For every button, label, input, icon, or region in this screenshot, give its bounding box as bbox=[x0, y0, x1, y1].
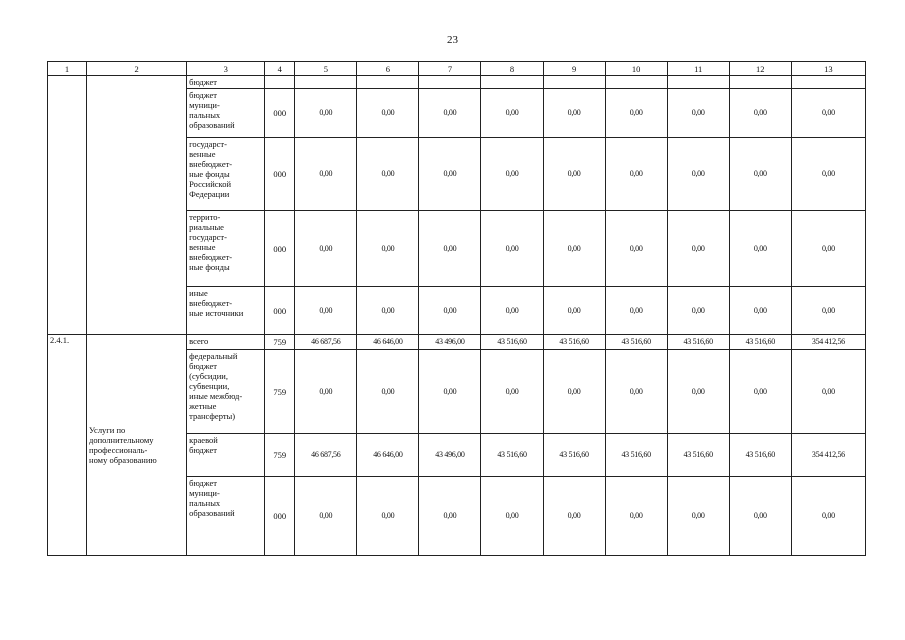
amount-cell: 0,00 bbox=[667, 89, 729, 138]
budget-code: 000 bbox=[265, 211, 295, 287]
amount-cell: 46 687,56 bbox=[295, 335, 357, 350]
amount-cell: 0,00 bbox=[791, 350, 865, 434]
amount-cell bbox=[481, 76, 543, 89]
amount-cell: 43 496,00 bbox=[419, 335, 481, 350]
column-header: 10 bbox=[605, 62, 667, 76]
amount-cell: 0,00 bbox=[295, 211, 357, 287]
budget-code: 759 bbox=[265, 434, 295, 477]
item-code: 2.4.1. bbox=[48, 335, 87, 556]
amount-cell: 0,00 bbox=[419, 287, 481, 335]
amount-cell bbox=[419, 76, 481, 89]
column-header: 11 bbox=[667, 62, 729, 76]
amount-cell bbox=[729, 76, 791, 89]
amount-cell: 0,00 bbox=[729, 350, 791, 434]
budget-code: 000 bbox=[265, 89, 295, 138]
amount-cell: 43 516,60 bbox=[543, 335, 605, 350]
budget-code: 759 bbox=[265, 335, 295, 350]
amount-cell: 0,00 bbox=[667, 477, 729, 556]
amount-cell: 0,00 bbox=[357, 477, 419, 556]
amount-cell bbox=[357, 76, 419, 89]
amount-cell: 46 687,56 bbox=[295, 434, 357, 477]
amount-cell: 0,00 bbox=[605, 287, 667, 335]
table-row bbox=[48, 76, 866, 89]
amount-cell: 0,00 bbox=[791, 477, 865, 556]
amount-cell: 0,00 bbox=[419, 350, 481, 434]
column-header: 9 bbox=[543, 62, 605, 76]
amount-cell: 0,00 bbox=[543, 350, 605, 434]
amount-cell: 0,00 bbox=[357, 211, 419, 287]
amount-cell: 0,00 bbox=[667, 287, 729, 335]
amount-cell: 43 516,60 bbox=[605, 335, 667, 350]
amount-cell: 46 646,00 bbox=[357, 434, 419, 477]
amount-cell: 0,00 bbox=[481, 138, 543, 211]
amount-cell: 0,00 bbox=[481, 350, 543, 434]
amount-cell: 0,00 bbox=[791, 89, 865, 138]
item-name: Услуги по дополнительному профессиональ- ному образованию bbox=[87, 335, 187, 556]
funding-source: иные внебюджет- ные источники bbox=[187, 287, 265, 335]
amount-cell: 0,00 bbox=[295, 287, 357, 335]
column-header: 1 bbox=[48, 62, 87, 76]
amount-cell: 0,00 bbox=[481, 287, 543, 335]
amount-cell: 0,00 bbox=[791, 287, 865, 335]
amount-cell: 0,00 bbox=[543, 211, 605, 287]
amount-cell: 354 412,56 bbox=[791, 335, 865, 350]
amount-cell: 0,00 bbox=[357, 138, 419, 211]
column-header: 6 bbox=[357, 62, 419, 76]
amount-cell: 0,00 bbox=[667, 138, 729, 211]
amount-cell: 0,00 bbox=[605, 350, 667, 434]
amount-cell: 0,00 bbox=[667, 211, 729, 287]
amount-cell: 0,00 bbox=[357, 89, 419, 138]
amount-cell: 0,00 bbox=[605, 211, 667, 287]
amount-cell: 0,00 bbox=[791, 138, 865, 211]
column-header: 4 bbox=[265, 62, 295, 76]
amount-cell: 0,00 bbox=[729, 211, 791, 287]
column-header: 7 bbox=[419, 62, 481, 76]
amount-cell: 43 516,60 bbox=[481, 434, 543, 477]
budget-code: 000 bbox=[265, 477, 295, 556]
amount-cell: 43 516,60 bbox=[543, 434, 605, 477]
amount-cell: 0,00 bbox=[791, 211, 865, 287]
amount-cell bbox=[667, 76, 729, 89]
amount-cell: 0,00 bbox=[357, 350, 419, 434]
amount-cell: 43 516,60 bbox=[605, 434, 667, 477]
amount-cell: 0,00 bbox=[481, 211, 543, 287]
amount-cell: 43 516,60 bbox=[729, 335, 791, 350]
column-header: 3 bbox=[187, 62, 265, 76]
budget-code bbox=[265, 76, 295, 89]
amount-cell: 0,00 bbox=[667, 350, 729, 434]
budget-table bbox=[47, 61, 866, 556]
page-number: 23 bbox=[447, 34, 458, 46]
amount-cell: 43 516,60 bbox=[667, 335, 729, 350]
funding-source: краевой бюджет bbox=[187, 434, 265, 477]
amount-cell bbox=[543, 76, 605, 89]
column-header: 5 bbox=[295, 62, 357, 76]
funding-source: бюджет муници- пальных образований bbox=[187, 89, 265, 138]
amount-cell: 0,00 bbox=[543, 138, 605, 211]
column-number-row bbox=[48, 62, 866, 76]
funding-source: федеральный бюджет (субсидии, субвенции, иные межбюд- жетные трансферты) bbox=[187, 350, 265, 434]
amount-cell: 0,00 bbox=[729, 138, 791, 211]
amount-cell: 0,00 bbox=[543, 287, 605, 335]
funding-source: государст- венные внебюджет- ные фонды Российской Федерации bbox=[187, 138, 265, 211]
budget-code: 759 bbox=[265, 350, 295, 434]
amount-cell: 43 516,60 bbox=[667, 434, 729, 477]
amount-cell: 0,00 bbox=[605, 477, 667, 556]
column-header: 2 bbox=[87, 62, 187, 76]
column-header: 13 bbox=[791, 62, 865, 76]
amount-cell: 0,00 bbox=[295, 477, 357, 556]
row-code-cell bbox=[48, 76, 87, 335]
amount-cell: 0,00 bbox=[295, 350, 357, 434]
amount-cell: 43 496,00 bbox=[419, 434, 481, 477]
amount-cell bbox=[791, 76, 865, 89]
column-header: 8 bbox=[481, 62, 543, 76]
amount-cell: 0,00 bbox=[543, 477, 605, 556]
amount-cell: 0,00 bbox=[295, 89, 357, 138]
amount-cell: 0,00 bbox=[729, 89, 791, 138]
funding-source: бюджет bbox=[187, 76, 265, 89]
budget-code: 000 bbox=[265, 287, 295, 335]
amount-cell bbox=[295, 76, 357, 89]
funding-source: террито- риальные государст- венные внебюджет- ные фонды bbox=[187, 211, 265, 287]
amount-cell: 0,00 bbox=[419, 89, 481, 138]
amount-cell: 0,00 bbox=[543, 89, 605, 138]
amount-cell: 0,00 bbox=[481, 477, 543, 556]
amount-cell: 43 516,60 bbox=[481, 335, 543, 350]
amount-cell: 0,00 bbox=[481, 89, 543, 138]
amount-cell bbox=[605, 76, 667, 89]
amount-cell: 0,00 bbox=[419, 211, 481, 287]
column-header: 12 bbox=[729, 62, 791, 76]
amount-cell: 0,00 bbox=[605, 138, 667, 211]
funding-source: бюджет муници- пальных образований bbox=[187, 477, 265, 556]
amount-cell: 0,00 bbox=[357, 287, 419, 335]
amount-cell: 0,00 bbox=[295, 138, 357, 211]
budget-code: 000 bbox=[265, 138, 295, 211]
amount-cell: 0,00 bbox=[729, 477, 791, 556]
amount-cell: 0,00 bbox=[605, 89, 667, 138]
amount-cell: 0,00 bbox=[419, 477, 481, 556]
table-row bbox=[48, 335, 866, 350]
amount-cell: 46 646,00 bbox=[357, 335, 419, 350]
amount-cell: 43 516,60 bbox=[729, 434, 791, 477]
funding-source: всего bbox=[187, 335, 265, 350]
amount-cell: 0,00 bbox=[729, 287, 791, 335]
row-name-cell bbox=[87, 76, 187, 335]
amount-cell: 354 412,56 bbox=[791, 434, 865, 477]
amount-cell: 0,00 bbox=[419, 138, 481, 211]
